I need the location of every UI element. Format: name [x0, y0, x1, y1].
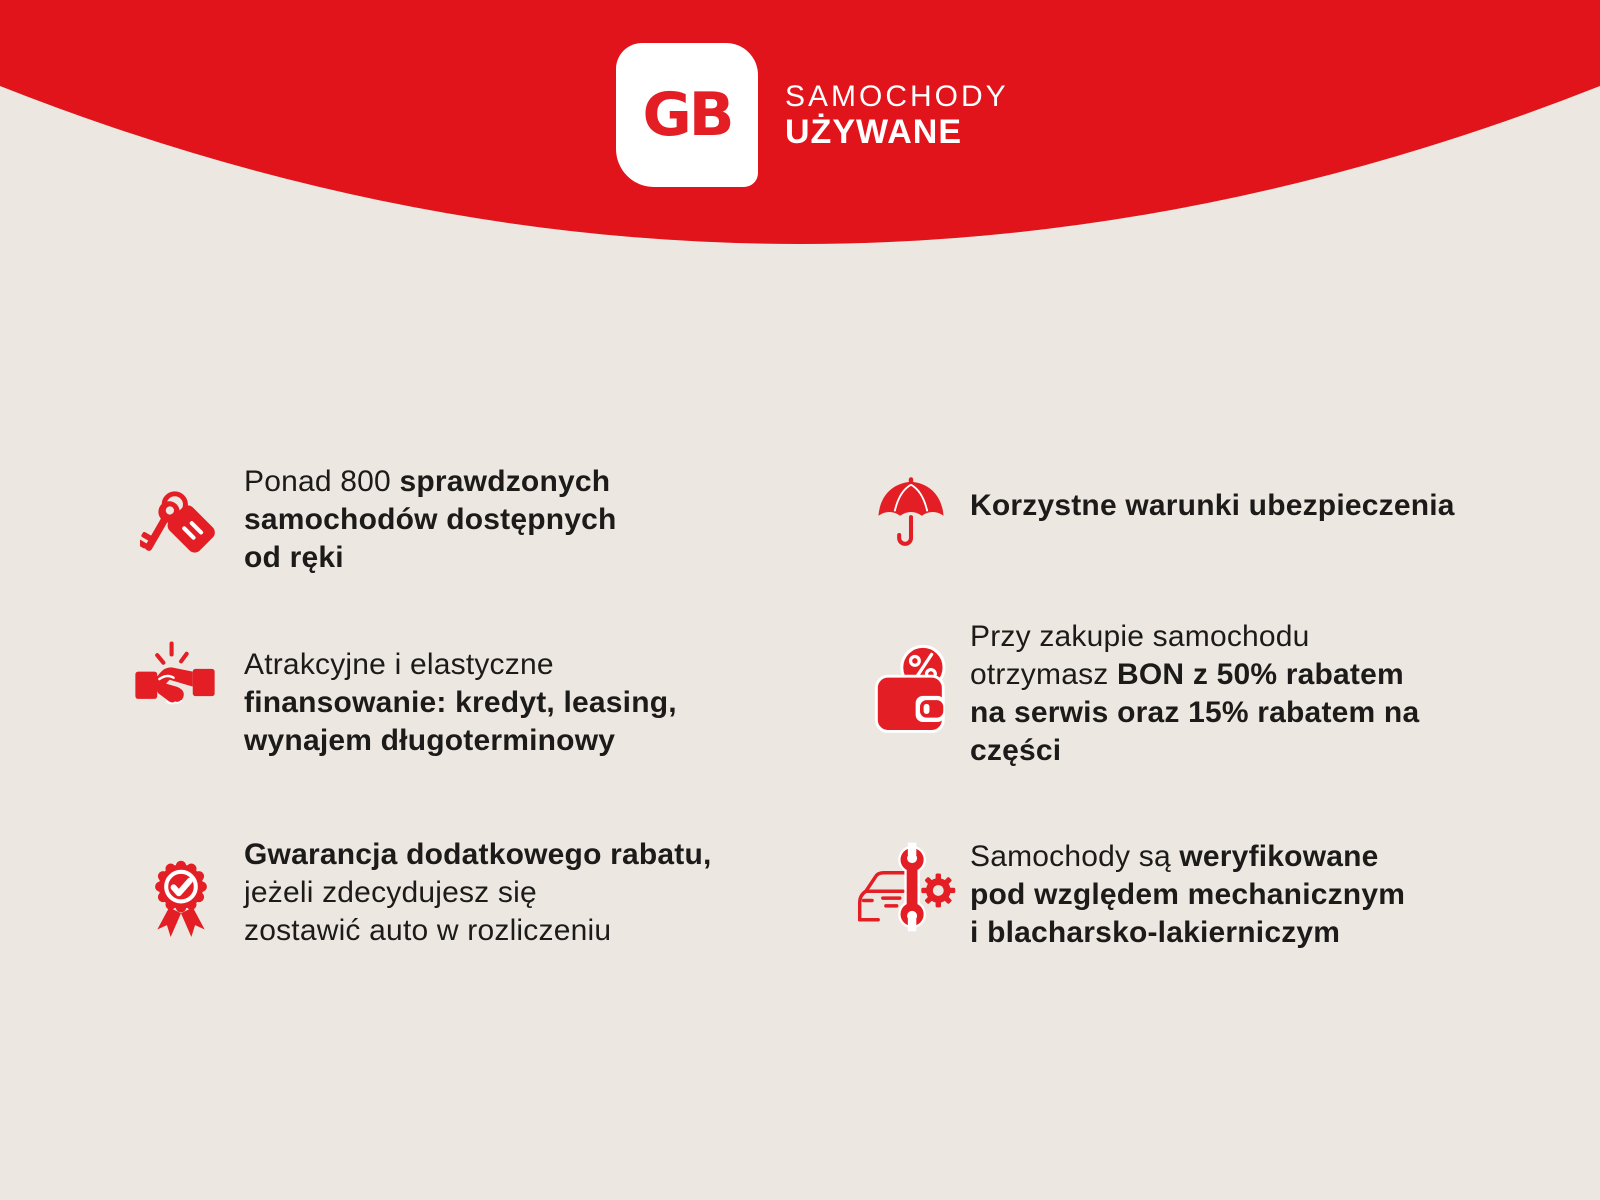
umbrella-icon — [874, 468, 948, 562]
text-segment: finansowanie: kredyt, leasing, — [244, 686, 677, 719]
car-keys-icon — [140, 484, 226, 566]
text-segment: Gwarancja dodatkowego rabatu, — [244, 838, 712, 871]
feature-financing-text — [244, 646, 764, 760]
text-segment: na serwis oraz 15% rabatem na — [970, 696, 1420, 729]
gb-logo-tile — [616, 43, 758, 187]
text-segment: Korzystne warunki ubezpieczenia — [970, 489, 1455, 522]
feature-verification-text — [970, 838, 1490, 952]
text-segment: Przy zakupie samochodu — [970, 620, 1310, 653]
text-segment: otrzymasz — [970, 658, 1118, 691]
text-segment: wynajem długoterminowy — [244, 724, 616, 757]
text-segment: weryfikowane — [1179, 840, 1379, 873]
brand-line-2: UŻYWANE — [785, 113, 962, 151]
text-segment: pod względem mechanicznym — [970, 878, 1406, 911]
gb-logo-text: GB — [642, 80, 732, 150]
feature-service-voucher-text — [970, 618, 1490, 770]
text-segment: sprawdzonych — [399, 465, 611, 498]
text-segment: Atrakcyjne i elastyczne — [244, 648, 554, 681]
handshake-icon — [134, 636, 216, 714]
feature-inventory-text — [244, 463, 704, 577]
text-segment: od ręki — [244, 541, 344, 574]
wallet-percent-icon — [872, 638, 952, 742]
text-segment: części — [970, 734, 1062, 767]
award-badge-icon — [144, 846, 218, 948]
text-segment: zostawić auto w rozliczeniu — [244, 914, 612, 947]
text-segment: jeżeli zdecydujesz się — [244, 876, 537, 909]
text-segment: samochodów dostępnych — [244, 503, 617, 536]
text-segment: Ponad 800 — [244, 465, 400, 498]
text-segment: Samochody są — [970, 840, 1180, 873]
text-segment: BON z 50% rabatem — [1117, 658, 1404, 691]
text-segment: i blacharsko-lakierniczym — [970, 916, 1341, 949]
brand-line-1: SAMOCHODY — [785, 80, 1009, 113]
feature-discount-guarantee-text — [244, 836, 804, 950]
feature-insurance-text — [970, 487, 1510, 525]
car-wrench-icon — [852, 842, 956, 932]
brand-title — [785, 80, 1009, 151]
